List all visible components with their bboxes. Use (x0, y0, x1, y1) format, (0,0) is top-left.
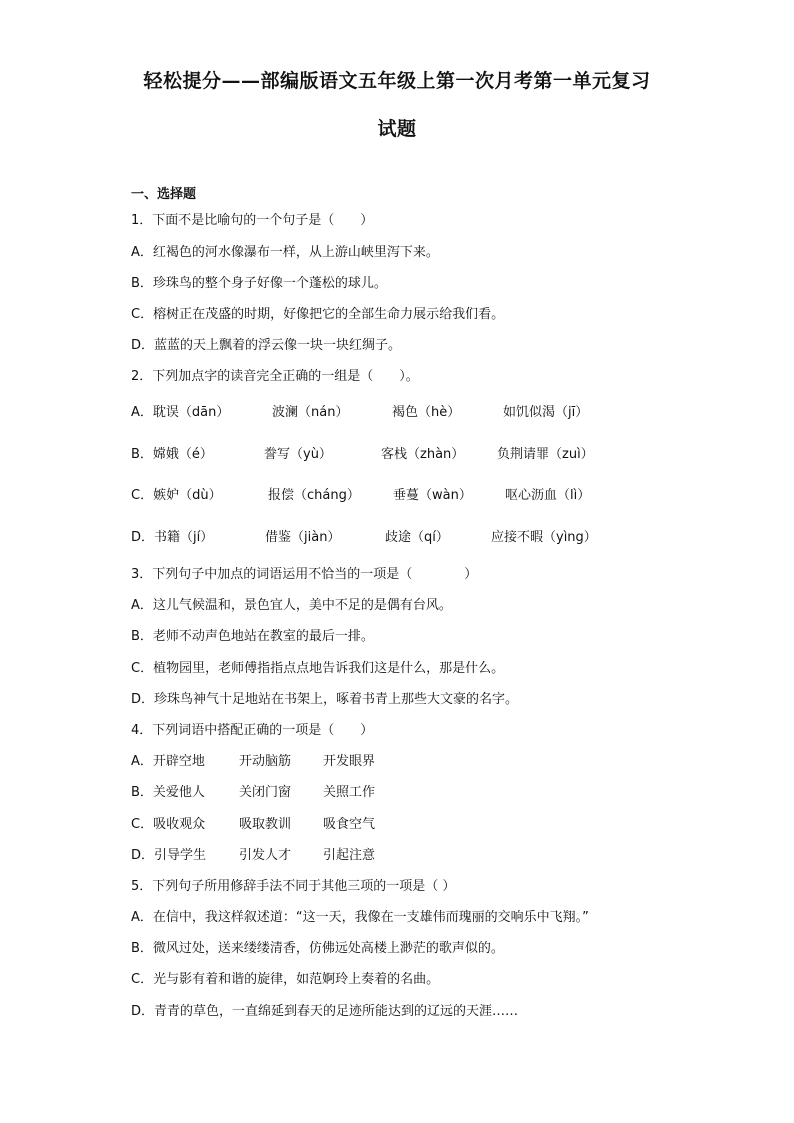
option-item: 如饥似渴（jī） (503, 405, 589, 420)
question-3-option-b: B．老师不动声色地站在教室的最后一排。 (131, 629, 374, 644)
question-2-option-a (131, 403, 691, 423)
document-title: 轻松提分——部编版语文五年级上第一次月考第一单元复习 (143, 70, 651, 92)
document-title-continued: 试题 (377, 118, 417, 140)
option-item: 波澜（nán） (272, 405, 349, 420)
option-item: 客栈（zhàn） (381, 447, 465, 462)
option-item: 引起注意 (323, 848, 376, 863)
question-3-stem: 3．下列句子中加点的词语运用不恰当的一项是（ ） (131, 567, 478, 582)
question-2-stem: 2．下列加点字的读音完全正确的一组是（ ）。 (131, 369, 419, 384)
option-item: 垂蔓（wàn） (393, 488, 472, 503)
question-3-option-c: C．植物园里，老师傅指指点点地告诉我们这是什么，那是什么。 (131, 661, 505, 676)
option-item: 开发眼界 (323, 754, 376, 769)
option-item: C．吸收观众 (131, 817, 206, 832)
option-item: 借鉴（jiàn） (265, 530, 341, 545)
question-4-option-b (131, 783, 691, 803)
question-4-option-a (131, 752, 691, 772)
option-item: 吸食空气 (323, 817, 376, 832)
question-5-option-b: B．微风过处，送来缕缕清香，仿佛远处高楼上渺茫的歌声似的。 (131, 941, 504, 956)
question-5-option-d: D．青青的草色，一直绵延到春天的足迹所能达到的辽远的天涯…… (131, 1004, 519, 1019)
question-3-option-d: D．珍珠鸟神气十足地站在书架上，啄着书青上那些大文豪的名字。 (131, 692, 519, 707)
question-1-stem: 1．下面不是比喻句的一个句子是（ ） (131, 213, 374, 228)
question-2-option-d (131, 528, 691, 548)
question-2-option-c (131, 486, 691, 506)
option-item: 关照工作 (323, 785, 376, 800)
option-item: 负荆请罪（zuì） (497, 447, 594, 462)
question-4-option-d (131, 846, 691, 866)
option-item: 歧途（qí） (385, 530, 449, 545)
question-5-option-c: C．光与影有着和谐的旋律，如范婀玲上奏着的名曲。 (131, 972, 440, 987)
option-item: 呕心沥血（lì） (505, 488, 591, 503)
question-5-option-a: A．在信中，我这样叙述道：“这一天，我像在一支雄伟而瑰丽的交响乐中飞翔。” (131, 910, 589, 925)
question-1-option-c: C．榕树正在茂盛的时期，好像把它的全部生命力展示给我们看。 (131, 307, 505, 322)
option-item: 应接不暇（yìng） (491, 530, 597, 545)
section-heading: 一、选择题 (131, 187, 197, 202)
option-item: 开动脑筋 (239, 754, 292, 769)
question-1-option-b: B．珍珠鸟的整个身子好像一个蓬松的球儿。 (131, 276, 387, 291)
option-item: C．嫉妒（dù） (131, 488, 222, 503)
question-3-option-a: A．这儿气候温和，景色宜人，美中不足的是偶有台风。 (131, 598, 452, 613)
option-item: 报偿（cháng） (268, 488, 360, 503)
option-item: B．嫦娥（é） (131, 447, 213, 462)
option-item: 吸取教训 (239, 817, 292, 832)
option-item: 誊写（yù） (264, 447, 332, 462)
question-1-option-d: D．蓝蓝的天上飘着的浮云像一块一块红绸子。 (131, 338, 402, 353)
option-item: D．书籍（jí） (131, 530, 214, 545)
question-5-stem: 5．下列句子所用修辞手法不同于其他三项的一项是（ ） (131, 879, 456, 894)
question-4-option-c (131, 815, 691, 835)
option-item: B．关爱他人 (131, 785, 205, 800)
question-2-option-b (131, 445, 691, 465)
option-item: 褐色（hè） (392, 405, 461, 420)
option-item: 引发人才 (239, 848, 292, 863)
option-item: D．引导学生 (131, 848, 207, 863)
option-item: 关闭门窗 (239, 785, 292, 800)
option-item: A．耽误（dān） (131, 405, 230, 420)
question-1-option-a: A．红褐色的河水像瀑布一样，从上游山峡里泻下来。 (131, 245, 439, 260)
option-item: A．开辟空地 (131, 754, 205, 769)
question-4-stem: 4．下列词语中搭配正确的一项是（ ） (131, 723, 374, 738)
